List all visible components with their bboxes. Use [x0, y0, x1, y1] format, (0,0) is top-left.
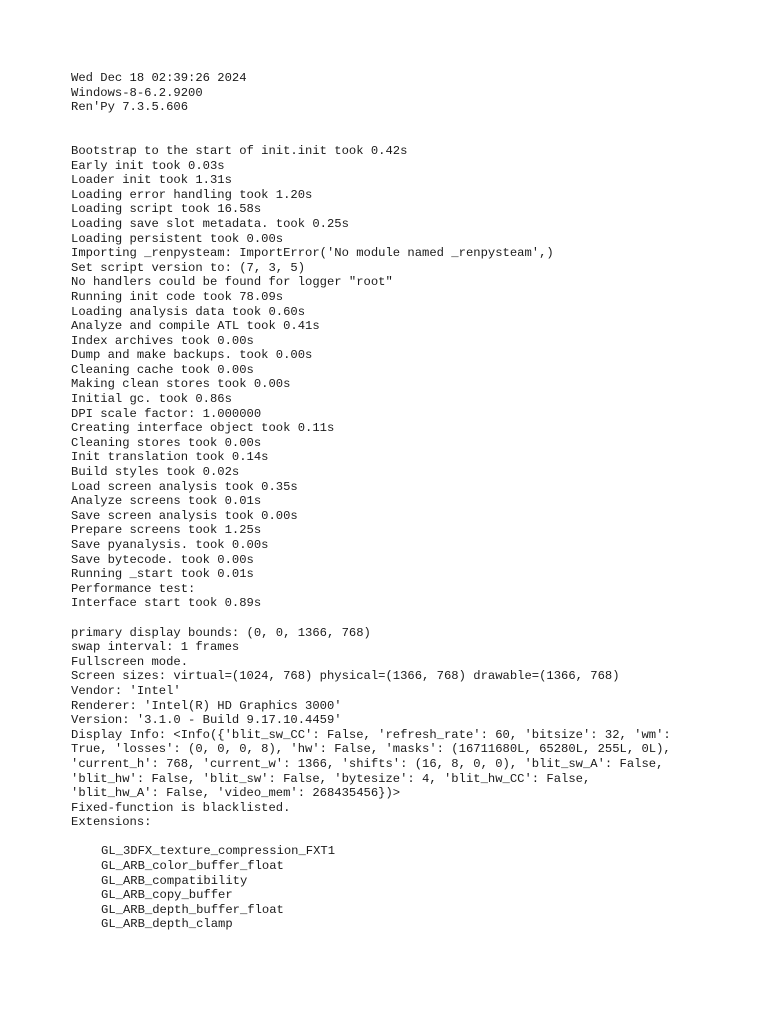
log-line: Bootstrap to the start of init.init took 0.42s — [71, 143, 408, 158]
log-line: Index archives took 0.00s — [71, 333, 254, 348]
log-line: Save bytecode. took 0.00s — [71, 552, 254, 567]
log-line: Init translation took 0.14s — [71, 450, 269, 465]
log-line: Renderer: 'Intel(R) HD Graphics 3000' — [71, 698, 342, 713]
log-line: Importing _renpysteam: ImportError('No module named _renpysteam',) — [71, 246, 554, 261]
log-line: True, 'losses': (0, 0, 0, 8), 'hw': False, 'masks': (16711680L, 65280L, 255L, 0L), — [71, 742, 671, 757]
spacer — [71, 830, 751, 845]
log-line: Vendor: 'Intel' — [71, 683, 181, 698]
log-line: Loading script took 16.58s — [71, 202, 262, 217]
log-line: Version: '3.1.0 - Build 9.17.10.4459' — [71, 713, 342, 728]
extension-item: GL_ARB_compatibility — [101, 873, 248, 888]
timestamp-line: Wed Dec 18 02:39:26 2024 — [71, 71, 247, 85]
extension-item: GL_ARB_depth_buffer_float — [101, 902, 284, 917]
log-line: Initial gc. took 0.86s — [71, 392, 232, 407]
extension-item: GL_ARB_copy_buffer — [101, 888, 233, 903]
extension-item: GL_ARB_depth_clamp — [101, 917, 233, 932]
log-line: 'blit_hw_A': False, 'video_mem': 268435456})> — [71, 786, 401, 801]
spacer — [71, 611, 751, 626]
log-line: Making clean stores took 0.00s — [71, 377, 291, 392]
log-line: Build styles took 0.02s — [71, 465, 240, 480]
spacer — [71, 129, 751, 144]
spacer — [71, 115, 751, 130]
log-line: Fixed-function is blacklisted. — [71, 800, 291, 815]
log-line: primary display bounds: (0, 0, 1366, 768) — [71, 625, 371, 640]
log-line: 'blit_hw': False, 'blit_sw': False, 'bytesize': 4, 'blit_hw_CC': False, — [71, 771, 591, 786]
platform-line: Windows-8-6.2.9200 — [71, 85, 203, 100]
renpy-version-line: Ren'Py 7.3.5.606 — [71, 100, 189, 115]
log-document — [71, 71, 751, 932]
log-line: Analyze screens took 0.01s — [71, 494, 262, 509]
log-line: Creating interface object took 0.11s — [71, 421, 335, 436]
log-line: Loading persistent took 0.00s — [71, 231, 284, 246]
extension-item: GL_3DFX_texture_compression_FXT1 — [101, 844, 336, 859]
extensions-list — [71, 844, 751, 932]
log-line: Save screen analysis took 0.00s — [71, 508, 298, 523]
log-line: Dump and make backups. took 0.00s — [71, 348, 313, 363]
log-line: Running _start took 0.01s — [71, 567, 254, 582]
extension-item: GL_ARB_color_buffer_float — [101, 859, 284, 874]
display-log-block — [71, 626, 751, 830]
log-line: No handlers could be found for logger "root" — [71, 275, 393, 290]
log-line: Cleaning stores took 0.00s — [71, 435, 262, 450]
header-block — [71, 71, 751, 115]
log-line: Early init took 0.03s — [71, 158, 225, 173]
log-line: Loading save slot metadata. took 0.25s — [71, 216, 349, 231]
log-line: Running init code took 78.09s — [71, 289, 284, 304]
log-line: Performance test: — [71, 581, 196, 596]
log-line: Loading error handling took 1.20s — [71, 187, 313, 202]
log-line: Screen sizes: virtual=(1024, 768) physical=(1366, 768) drawable=(1366, 768) — [71, 669, 620, 684]
log-line: 'current_h': 768, 'current_w': 1366, 'shifts': (16, 8, 0, 0), 'blit_sw_A': False, — [71, 756, 664, 771]
init-log-block — [71, 144, 751, 611]
log-line: Display Info: <Info({'blit_sw_CC': False, 'refresh_rate': 60, 'bitsize': 32, 'wm': — [71, 727, 671, 742]
log-line: DPI scale factor: 1.000000 — [71, 406, 262, 421]
log-line: Prepare screens took 1.25s — [71, 523, 262, 538]
log-line: Interface start took 0.89s — [71, 596, 262, 611]
log-line: Load screen analysis took 0.35s — [71, 479, 298, 494]
log-line: Loading analysis data took 0.60s — [71, 304, 306, 319]
log-line: Cleaning cache took 0.00s — [71, 362, 254, 377]
log-line: Fullscreen mode. — [71, 654, 189, 669]
log-line: Loader init took 1.31s — [71, 173, 232, 188]
log-line: Extensions: — [71, 815, 152, 830]
log-line: Set script version to: (7, 3, 5) — [71, 260, 306, 275]
log-line: swap interval: 1 frames — [71, 640, 240, 655]
log-line: Save pyanalysis. took 0.00s — [71, 538, 269, 552]
log-line: Analyze and compile ATL took 0.41s — [71, 319, 320, 334]
